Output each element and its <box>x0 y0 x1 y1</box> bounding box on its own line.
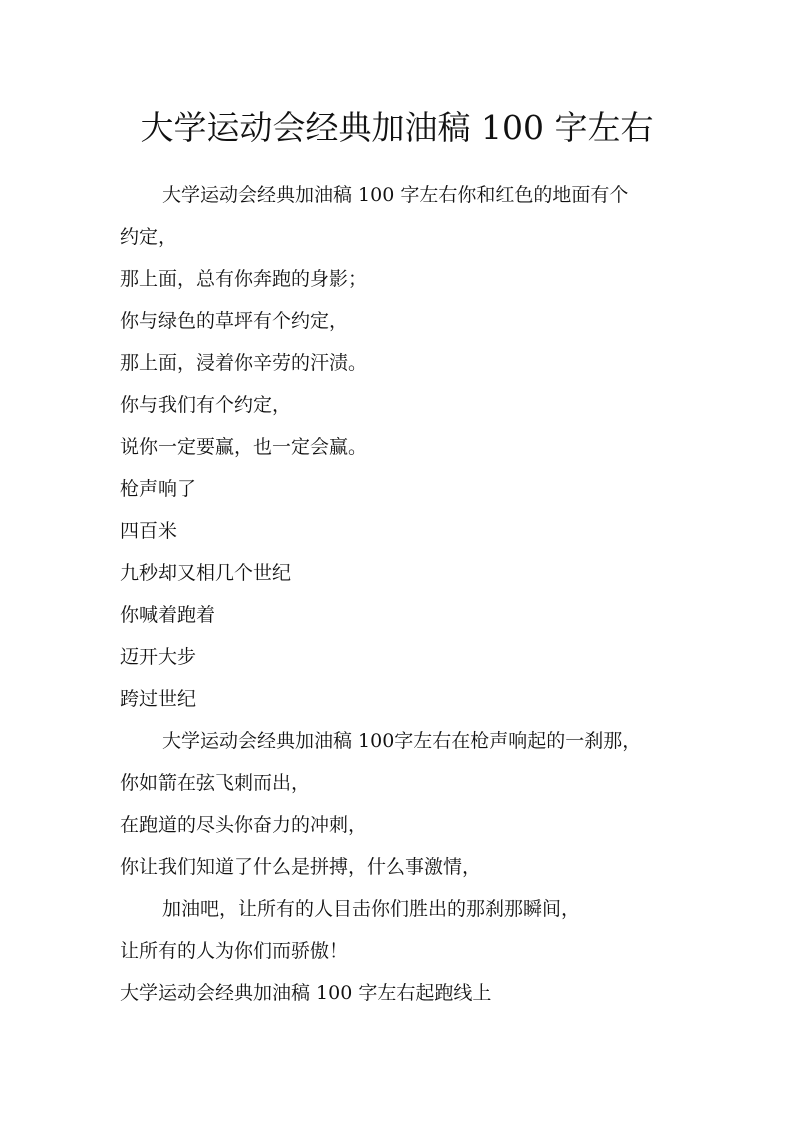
paragraph-line: 你喊着跑着 <box>120 604 216 626</box>
document-body <box>120 174 690 1014</box>
paragraph-line: 枪声响了 <box>120 478 197 500</box>
paragraph-line: 你如箭在弦飞刺而出， <box>120 772 311 794</box>
paragraph-line: 你与绿色的草坪有个约定， <box>120 310 349 332</box>
paragraph-line: 大学运动会经典加油稿 100字左右在枪声响起的一刹那， <box>162 730 642 752</box>
paragraph-line: 迈开大步 <box>120 646 197 668</box>
paragraph-line: 四百米 <box>120 520 178 542</box>
document-title: 大学运动会经典加油稿 100 字左右 <box>140 108 654 147</box>
paragraph-line: 让所有的人为你们而骄傲！ <box>120 940 349 962</box>
paragraph-line: 说你一定要赢，也一定会赢。 <box>120 436 368 458</box>
paragraph-line: 在跑道的尽头你奋力的冲刺， <box>120 814 368 836</box>
paragraph-line: 那上面，浸着你辛劳的汗渍。 <box>120 352 368 374</box>
paragraph-line: 你与我们有个约定， <box>120 394 292 416</box>
paragraph-line: 约定， <box>120 226 178 248</box>
paragraph-line: 跨过世纪 <box>120 688 197 710</box>
paragraph-line: 加油吧，让所有的人目击你们胜出的那刹那瞬间， <box>162 898 581 920</box>
paragraph-line: 你让我们知道了什么是拼搏，什么事激情， <box>120 856 482 878</box>
paragraph-line: 九秒却又相几个世纪 <box>120 562 292 584</box>
paragraph-line: 大学运动会经典加油稿 100 字左右你和红色的地面有个 <box>162 184 629 206</box>
paragraph-line: 那上面，总有你奔跑的身影； <box>120 268 368 290</box>
paragraph-line: 大学运动会经典加油稿 100 字左右起跑线上 <box>120 982 492 1004</box>
